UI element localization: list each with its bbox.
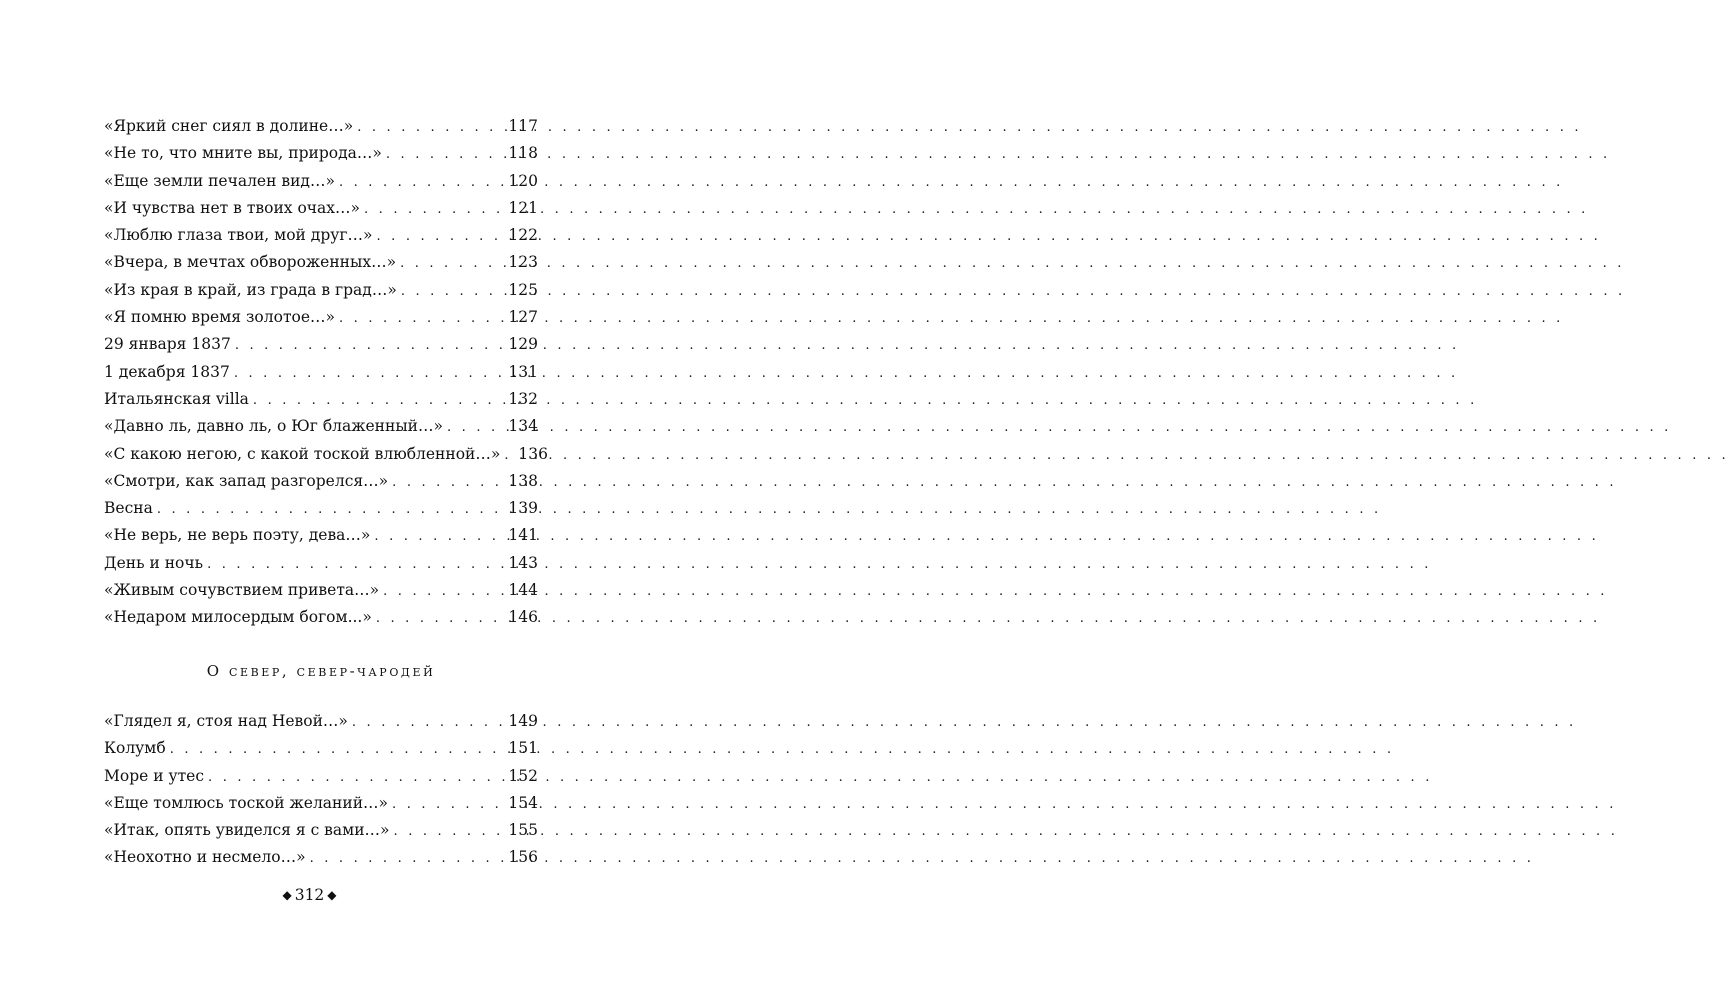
toc-entry — [104, 495, 538, 522]
toc-entry — [104, 222, 538, 249]
book-page — [0, 0, 619, 1000]
toc-entry-title: Колумб — [104, 739, 166, 758]
dot-leader — [392, 469, 502, 496]
toc-entry — [104, 550, 538, 577]
page-number — [0, 886, 619, 904]
toc-entry-title: «Смотри, как запад разгорелся…» — [104, 471, 389, 490]
dot-leader — [235, 332, 503, 359]
dot-leader — [377, 223, 503, 250]
toc-entry — [104, 331, 538, 358]
toc-entry-page: 139 — [508, 499, 538, 518]
dot-leader — [447, 414, 502, 441]
diamond-ornament-icon: ◆ — [282, 888, 292, 902]
toc-entry-title: «Еще томлюсь тоской желаний…» — [104, 793, 389, 812]
dot-leader — [339, 305, 502, 332]
toc-entry-page: 120 — [508, 171, 538, 190]
toc-entry-page: 144 — [508, 581, 538, 600]
toc-entry — [104, 577, 538, 604]
dot-leader — [374, 523, 502, 550]
toc-entry-page: 154 — [508, 793, 538, 812]
toc-entry-page: 152 — [508, 766, 538, 785]
toc-entry — [104, 817, 538, 844]
toc-entry — [104, 763, 538, 790]
dot-leader — [364, 196, 502, 223]
toc-entry-page: 149 — [508, 712, 538, 730]
toc-entry-title: «Не верь, не верь поэту, дева…» — [104, 526, 371, 545]
toc-entry-page: 136 — [518, 444, 548, 463]
toc-entry-page: 134 — [508, 417, 538, 436]
toc-entry-title: «И чувства нет в твоих очах…» — [104, 198, 361, 217]
dot-leader — [504, 442, 512, 469]
toc-entry — [104, 168, 538, 195]
dot-leader — [157, 496, 503, 523]
dot-leader — [386, 141, 503, 168]
toc-entry-title: «Вчера, в мечтах обвороженных…» — [104, 253, 397, 272]
toc-entry-title: 29 января 1837 — [104, 335, 231, 354]
toc-entry-page: 118 — [508, 144, 538, 163]
table-of-contents — [104, 113, 548, 632]
toc-entry-title: День и ночь — [104, 553, 204, 572]
dot-leader — [383, 578, 502, 605]
toc-entry-title: «Яркий снег сиял в долине…» — [104, 117, 354, 135]
toc-entry-title: «Глядел я, стоя над Невой…» — [104, 712, 348, 730]
toc-entry — [104, 604, 538, 631]
toc-entry-page: 131 — [508, 362, 538, 381]
toc-entry — [104, 413, 538, 440]
toc-entry-page: 156 — [508, 848, 538, 867]
section-heading: О север, север-чародей — [206, 662, 436, 680]
toc-entry-page: 143 — [508, 553, 538, 572]
table-of-contents-section — [104, 708, 538, 872]
toc-entry-page: 151 — [508, 739, 538, 758]
diamond-ornament-icon: ◆ — [327, 888, 337, 902]
toc-entry-title: «Еще земли печален вид…» — [104, 171, 335, 190]
dot-leader — [392, 791, 502, 818]
dot-leader — [401, 278, 503, 305]
toc-entry-title: «Не то, что мните вы, природа…» — [104, 144, 382, 163]
dot-leader — [208, 764, 502, 791]
toc-entry-title: «Неохотно и несмело…» — [104, 848, 306, 867]
dot-leader — [352, 709, 503, 736]
toc-entry-page: 125 — [508, 280, 538, 299]
dot-leader — [234, 360, 503, 387]
dot-leader — [357, 114, 502, 141]
dot-leader — [310, 845, 503, 872]
toc-entry-title: 1 декабря 1837 — [104, 362, 230, 381]
toc-entry-title: «Давно ль, давно ль, о Юг блаженный…» — [104, 417, 443, 436]
toc-entry — [104, 844, 538, 871]
toc-entry-page: 146 — [508, 608, 538, 627]
dot-leader — [170, 736, 503, 763]
toc-entry — [104, 790, 538, 817]
toc-entry — [104, 708, 538, 735]
toc-entry — [104, 441, 548, 468]
toc-entry-title: «Живым сочувствием привета…» — [104, 581, 380, 600]
toc-entry-title: «Недаром милосердым богом...» — [104, 608, 372, 627]
toc-entry — [104, 113, 538, 140]
toc-entry — [104, 140, 538, 167]
dot-leader — [207, 551, 502, 578]
toc-entry-page: 132 — [508, 389, 538, 408]
toc-entry-page: 155 — [508, 821, 538, 840]
toc-entry — [104, 386, 538, 413]
toc-entry — [104, 468, 538, 495]
toc-entry-page: 122 — [508, 226, 538, 245]
toc-entry-page: 121 — [508, 198, 538, 217]
toc-entry — [104, 304, 538, 331]
toc-entry — [104, 359, 538, 386]
toc-entry-page: 141 — [508, 526, 538, 545]
dot-leader — [400, 250, 502, 277]
dot-leader — [339, 169, 502, 196]
toc-entry-page: 129 — [508, 335, 538, 354]
toc-entry-title: «С какою негою, с какой тоской влюбленной…» — [104, 444, 501, 463]
toc-entry — [104, 522, 538, 549]
dot-leader — [394, 818, 503, 845]
dot-leader — [376, 605, 503, 632]
dot-leader — [253, 387, 502, 414]
toc-entry-page: 127 — [508, 308, 538, 327]
toc-entry-page: 138 — [508, 471, 538, 490]
toc-entry — [104, 277, 538, 304]
toc-entry-title: «Я помню время золотое…» — [104, 308, 336, 327]
toc-entry-title: «Итак, опять увиделся я с вами…» — [104, 821, 390, 840]
toc-entry-title: «Из края в край, из града в град…» — [104, 280, 397, 299]
toc-entry — [104, 735, 538, 762]
toc-entry-page: 117 — [508, 117, 538, 135]
toc-entry-title: Весна — [104, 499, 153, 518]
toc-entry — [104, 249, 538, 276]
page-number-value: 312 — [294, 886, 325, 904]
toc-entry — [104, 195, 538, 222]
toc-entry-title: Море и утес — [104, 766, 205, 785]
toc-entry-title: Итальянская villa — [104, 389, 249, 408]
toc-entry-title: «Люблю глаза твои, мой друг…» — [104, 226, 373, 245]
toc-entry-page: 123 — [508, 253, 538, 272]
